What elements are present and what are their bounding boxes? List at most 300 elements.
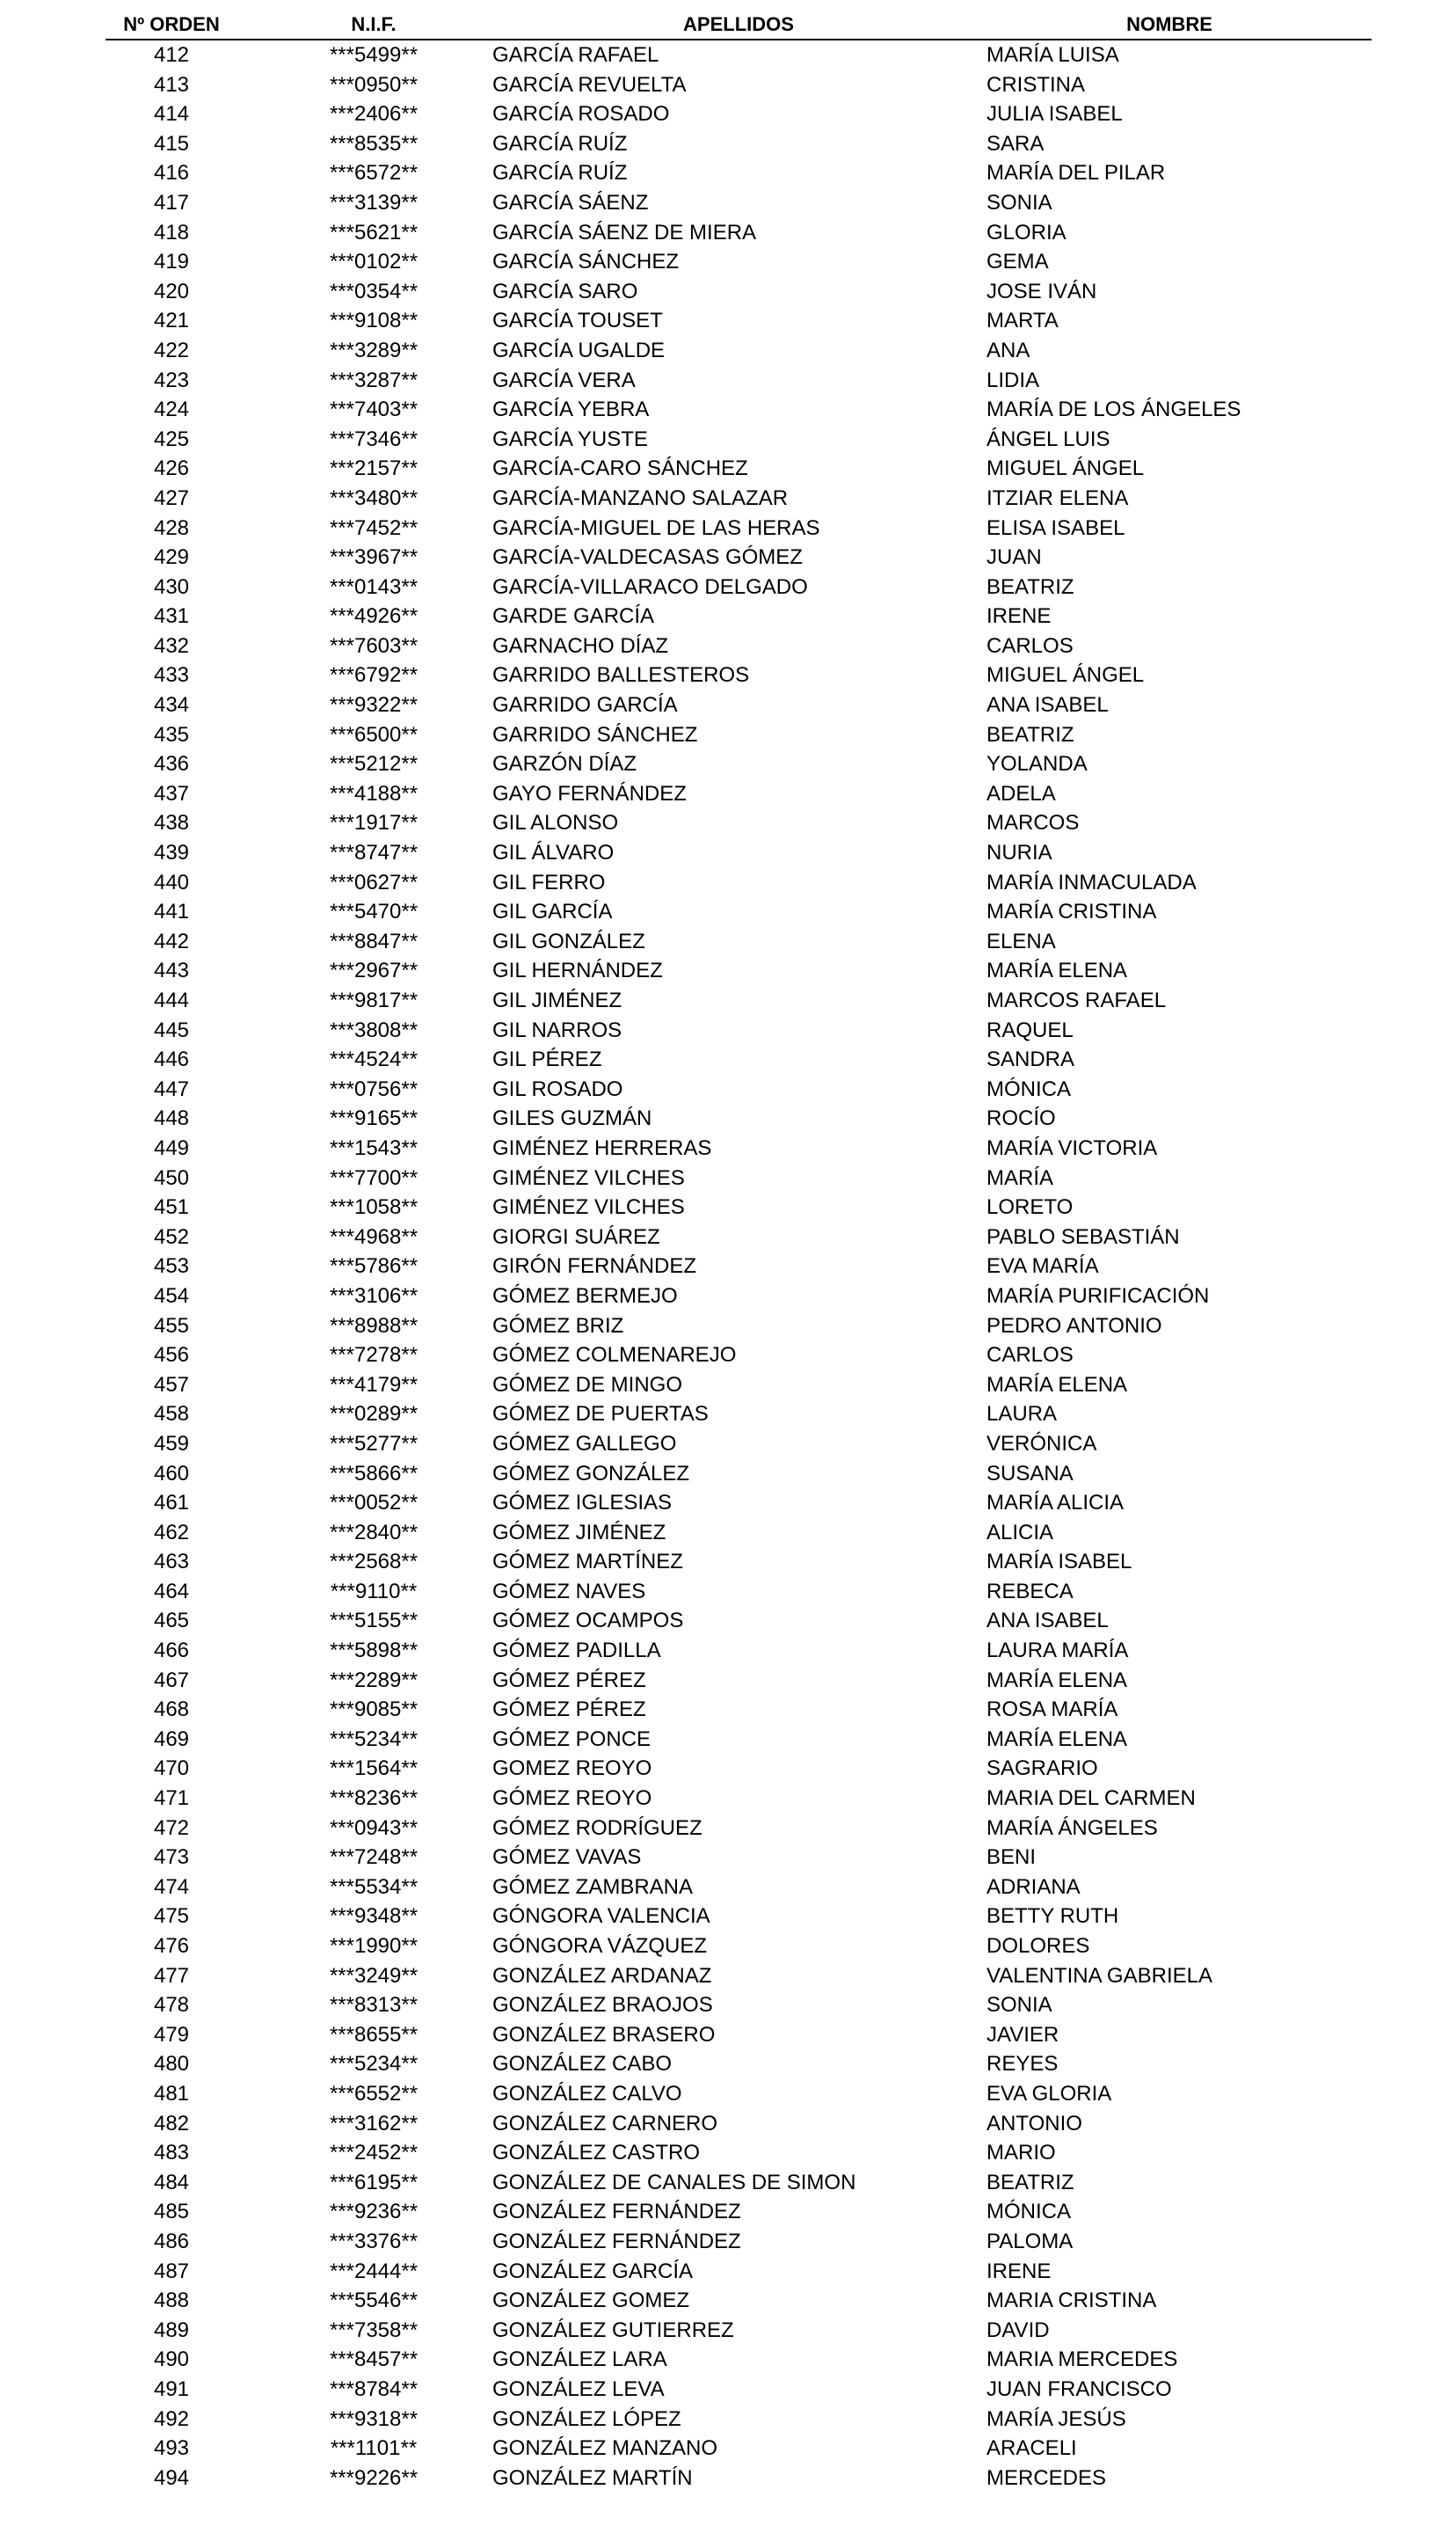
table-row [106, 2257, 1372, 2287]
row-orden: 431 [153, 604, 190, 629]
row-orden: 492 [153, 2406, 190, 2431]
table-row [106, 2405, 1372, 2435]
row-nombre: JOSE IVÁN [986, 279, 1097, 303]
row-apellidos: GARCÍA-MANZANO SALAZAR [492, 485, 789, 510]
row-apellidos: GARCÍA SARO [492, 279, 638, 303]
row-orden: 447 [153, 1077, 190, 1101]
row-apellidos: GONZÁLEZ LÓPEZ [492, 2406, 681, 2431]
row-nif: ***3480** [329, 485, 419, 510]
row-nombre: EVA MARÍA [986, 1254, 1099, 1279]
row-apellidos: GARCÍA-CARO SÁNCHEZ [492, 456, 748, 481]
row-nif: ***9085** [329, 1697, 419, 1722]
row-nif: ***9322** [329, 693, 419, 718]
row-nif: ***5786** [329, 1254, 419, 1279]
row-apellidos: GIL ALONSO [492, 811, 619, 836]
row-apellidos: GÓMEZ BRIZ [492, 1313, 624, 1338]
row-nombre: GEMA [986, 250, 1049, 274]
table-row [106, 1636, 1372, 1666]
row-apellidos: GONZÁLEZ FERNÁNDEZ [492, 2200, 741, 2224]
row-apellidos: GIL FERRO [492, 870, 606, 894]
row-nif: ***3808** [329, 1018, 419, 1042]
row-orden: 424 [153, 398, 190, 422]
row-nombre: MARCOS RAFAEL [986, 989, 1167, 1012]
row-nombre: MIGUEL ÁNGEL [986, 663, 1145, 688]
row-orden: 415 [153, 131, 190, 156]
table-row [106, 336, 1372, 366]
row-nif: ***8784** [329, 2376, 419, 2401]
row-orden: 428 [153, 515, 190, 540]
row-apellidos: GÓMEZ MARTÍNEZ [492, 1550, 683, 1574]
row-nif: ***0943** [329, 1815, 419, 1840]
table-row [106, 808, 1372, 838]
table-row [106, 70, 1372, 100]
table-row [106, 2345, 1372, 2375]
table-row [106, 2286, 1372, 2316]
row-orden: 425 [153, 427, 190, 451]
row-nombre: SAGRARIO [986, 1756, 1098, 1781]
row-nif: ***5234** [329, 1727, 419, 1751]
table-row [106, 986, 1372, 1016]
row-apellidos: GÓMEZ BERMEJO [492, 1283, 678, 1308]
table-row [106, 2434, 1372, 2464]
row-apellidos: GARCÍA RAFAEL [492, 43, 659, 67]
row-orden: 460 [153, 1461, 190, 1486]
row-apellidos: GÓMEZ GONZÁLEZ [492, 1461, 690, 1486]
row-apellidos: GONZÁLEZ DE CANALES DE SIMON [492, 2170, 856, 2194]
row-nombre: SONIA [986, 190, 1052, 215]
row-orden: 463 [153, 1550, 190, 1574]
table-row [106, 1459, 1372, 1489]
table-row [106, 2049, 1372, 2079]
row-nombre: MARÍA ISABEL [986, 1550, 1132, 1574]
row-nombre: MARÍA DEL PILAR [986, 161, 1166, 186]
table-row [106, 1961, 1372, 1991]
row-orden: 452 [153, 1224, 190, 1249]
row-apellidos: GARCÍA UGALDE [492, 338, 666, 362]
row-orden: 421 [153, 309, 190, 333]
row-apellidos: GIORGI SUÁREZ [492, 1224, 660, 1249]
row-apellidos: GÓMEZ DE MINGO [492, 1372, 682, 1397]
row-apellidos: GIL GARCÍA [492, 900, 613, 924]
row-apellidos: GIL HERNÁNDEZ [492, 959, 663, 983]
table-row [106, 2109, 1372, 2139]
row-apellidos: GARCÍA-MIGUEL DE LAS HERAS [492, 515, 820, 540]
row-apellidos: GONZÁLEZ GUTIERREZ [492, 2318, 734, 2342]
row-orden: 473 [153, 1845, 190, 1870]
row-orden: 430 [153, 574, 190, 599]
row-orden: 466 [153, 1639, 190, 1663]
table-row [106, 1252, 1372, 1281]
row-apellidos: GARZÓN DÍAZ [492, 752, 637, 777]
row-nif: ***1543** [329, 1135, 419, 1160]
row-nif: ***2289** [329, 1668, 419, 1692]
row-orden: 468 [153, 1697, 190, 1722]
row-nif: ***8313** [329, 1993, 419, 2018]
table-row [106, 2316, 1372, 2346]
row-orden: 412 [153, 43, 190, 67]
row-nif: ***0102** [329, 250, 419, 274]
row-nif: ***3289** [329, 338, 419, 362]
table-row [106, 1873, 1372, 1902]
row-nombre: PABLO SEBASTIÁN [986, 1224, 1180, 1249]
row-orden: 446 [153, 1048, 190, 1072]
row-nif: ***3376** [329, 2229, 419, 2253]
table-row [106, 1814, 1372, 1843]
row-apellidos: GARCÍA YUSTE [492, 427, 648, 451]
row-nombre: CARLOS [986, 633, 1074, 658]
row-nombre: DOLORES [986, 1934, 1090, 1958]
row-apellidos: GIMÉNEZ HERRERAS [492, 1135, 712, 1160]
row-apellidos: GIL GONZÁLEZ [492, 929, 645, 953]
row-nombre: ELENA [986, 929, 1056, 953]
row-nombre: VALENTINA GABRIELA [986, 1963, 1212, 1988]
row-nombre: ANA ISABEL [986, 1609, 1109, 1633]
row-nombre: ALICIA [986, 1520, 1054, 1544]
table-row [106, 129, 1372, 159]
row-nombre: MARÍA JESÚS [986, 2406, 1126, 2431]
row-apellidos: GARRIDO SÁNCHEZ [492, 722, 698, 747]
row-nombre: JULIA ISABEL [986, 102, 1123, 127]
table-row [106, 40, 1372, 70]
row-nif: ***3139** [329, 190, 419, 215]
row-orden: 488 [153, 2289, 190, 2313]
row-nombre: MARÍA ELENA [986, 1372, 1128, 1397]
row-orden: 459 [153, 1431, 190, 1456]
row-apellidos: GÓNGORA VÁZQUEZ [492, 1934, 708, 1958]
row-apellidos: GÓMEZ PADILLA [492, 1639, 661, 1663]
row-apellidos: GARCÍA SÁENZ [492, 190, 649, 215]
row-apellidos: GARCÍA TOUSET [492, 309, 663, 333]
row-nombre: REBECA [986, 1579, 1074, 1603]
row-apellidos: GONZÁLEZ GARCÍA [492, 2259, 694, 2283]
row-orden: 439 [153, 841, 190, 865]
row-orden: 417 [153, 190, 190, 215]
row-orden: 469 [153, 1727, 190, 1751]
row-nombre: ITZIAR ELENA [986, 485, 1129, 510]
row-apellidos: GARCÍA SÁNCHEZ [492, 250, 680, 274]
table-row [106, 1902, 1372, 1931]
table-row [106, 2168, 1372, 2198]
table-row [106, 2464, 1372, 2493]
row-orden: 472 [153, 1815, 190, 1840]
row-nombre: ARACELI [986, 2436, 1077, 2461]
row-orden: 413 [153, 72, 190, 97]
header-apellidos: APELLIDOS [683, 13, 794, 35]
row-nombre: ELISA ISABEL [986, 515, 1125, 540]
row-orden: 470 [153, 1756, 190, 1781]
row-nombre: LORETO [986, 1195, 1074, 1220]
row-nombre: ADELA [986, 781, 1056, 806]
row-apellidos: GIL ROSADO [492, 1077, 623, 1101]
row-orden: 493 [153, 2436, 190, 2461]
row-nombre: VERÓNICA [986, 1431, 1097, 1456]
row-nombre: DAVID [986, 2318, 1050, 2342]
row-orden: 443 [153, 959, 190, 983]
row-orden: 461 [153, 1491, 190, 1515]
row-orden: 489 [153, 2318, 190, 2342]
row-orden: 485 [153, 2200, 190, 2224]
row-nombre: SONIA [986, 1993, 1052, 2018]
row-nif: ***7248** [329, 1845, 419, 1870]
row-nif: ***0289** [329, 1402, 419, 1427]
row-nombre: CARLOS [986, 1343, 1074, 1368]
table-row [106, 1784, 1372, 1814]
row-nif: ***0354** [329, 279, 419, 303]
row-nombre: MARÍA LUISA [986, 43, 1119, 67]
row-nombre: MARÍA PURIFICACIÓN [986, 1283, 1210, 1308]
table-row [106, 661, 1372, 690]
row-orden: 442 [153, 929, 190, 953]
row-orden: 477 [153, 1963, 190, 1988]
row-orden: 433 [153, 663, 190, 688]
table-row [106, 188, 1372, 218]
table-row [106, 1577, 1372, 1607]
table-row [106, 247, 1372, 277]
row-nombre: CRISTINA [986, 72, 1086, 97]
row-apellidos: GARNACHO DÍAZ [492, 633, 669, 658]
row-nif: ***6195** [329, 2170, 419, 2194]
row-nif: ***2406** [329, 102, 419, 127]
row-orden: 441 [153, 900, 190, 924]
row-apellidos: GARRIDO BALLESTEROS [492, 663, 750, 688]
row-orden: 420 [153, 279, 190, 303]
table-row [106, 99, 1372, 129]
row-orden: 484 [153, 2170, 190, 2194]
table-row [106, 158, 1372, 188]
row-apellidos: GÓMEZ DE PUERTAS [492, 1402, 709, 1427]
row-nif: ***5898** [329, 1639, 419, 1663]
row-nombre: BEATRIZ [986, 2170, 1074, 2194]
row-nombre: ANA [986, 338, 1030, 362]
row-nif: ***9817** [329, 989, 419, 1012]
row-orden: 422 [153, 338, 190, 362]
row-nif: ***3287** [329, 368, 419, 392]
row-nif: ***6792** [329, 663, 419, 688]
row-orden: 436 [153, 752, 190, 777]
row-orden: 451 [153, 1195, 190, 1220]
row-apellidos: GIL JIMÉNEZ [492, 989, 622, 1012]
row-nombre: MARÍA CRISTINA [986, 900, 1157, 924]
row-orden: 471 [153, 1786, 190, 1811]
row-nif: ***0627** [329, 870, 419, 894]
row-apellidos: GÓMEZ PÉREZ [492, 1668, 646, 1692]
row-nombre: MERCEDES [986, 2465, 1107, 2490]
table-row [106, 277, 1372, 307]
row-orden: 481 [153, 2081, 190, 2106]
table-row [106, 1754, 1372, 1784]
table-row [106, 395, 1372, 425]
row-apellidos: GÓMEZ ZAMBRANA [492, 1874, 694, 1899]
row-apellidos: GONZÁLEZ MARTÍN [492, 2465, 693, 2490]
row-orden: 414 [153, 102, 190, 127]
row-orden: 487 [153, 2259, 190, 2283]
row-nif: ***5866** [329, 1461, 419, 1486]
row-nif: ***9318** [329, 2406, 419, 2431]
row-nombre: ÁNGEL LUIS [986, 427, 1110, 451]
row-nif: ***7700** [329, 1165, 419, 1190]
table-row [106, 1990, 1372, 2020]
row-nombre: MIGUEL ÁNGEL [986, 456, 1145, 481]
row-apellidos: GONZÁLEZ ARDANAZ [492, 1963, 712, 1988]
row-nombre: ANTONIO [986, 2111, 1082, 2135]
row-nombre: BETTY RUTH [986, 1904, 1119, 1929]
row-apellidos: GIL NARROS [492, 1018, 622, 1042]
row-nombre: GLORIA [986, 220, 1067, 245]
table-row [106, 1164, 1372, 1194]
row-nombre: LIDIA [986, 368, 1040, 392]
row-orden: 445 [153, 1018, 190, 1042]
row-nif: ***9108** [329, 309, 419, 333]
row-nif: ***7603** [329, 633, 419, 658]
table-row [106, 573, 1372, 602]
header-orden: Nº ORDEN [123, 13, 220, 35]
row-nombre: YOLANDA [986, 752, 1088, 777]
row-nif: ***9236** [329, 2200, 419, 2224]
row-nombre: JAVIER [986, 2022, 1059, 2047]
row-orden: 440 [153, 870, 190, 894]
row-apellidos: GARCÍA RUÍZ [492, 131, 628, 156]
row-nombre: BENI [986, 1845, 1037, 1870]
row-nif: ***2568** [329, 1550, 419, 1574]
row-apellidos: GÓMEZ IGLESIAS [492, 1491, 673, 1515]
row-nombre: ADRIANA [986, 1874, 1081, 1899]
row-orden: 465 [153, 1609, 190, 1633]
row-nif: ***9165** [329, 1106, 419, 1131]
row-nif: ***5499** [329, 43, 419, 67]
row-nif: ***7346** [329, 427, 419, 451]
row-nombre: EVA GLORIA [986, 2081, 1112, 2106]
row-nif: ***8988** [329, 1313, 419, 1338]
table-row [106, 2079, 1372, 2109]
row-nombre: SANDRA [986, 1048, 1075, 1072]
row-nif: ***6572** [329, 161, 419, 186]
table-row [106, 720, 1372, 750]
table-body [106, 40, 1372, 2493]
row-orden: 476 [153, 1934, 190, 1958]
row-nombre: ANA ISABEL [986, 693, 1109, 718]
row-nombre: MARCOS [986, 811, 1080, 836]
row-nombre: REYES [986, 2052, 1059, 2077]
row-nif: ***0756** [329, 1077, 419, 1101]
row-apellidos: GOMEZ REOYO [492, 1756, 652, 1781]
row-nif: ***3162** [329, 2111, 419, 2135]
row-nif: ***9226** [329, 2465, 419, 2490]
table-row [106, 1016, 1372, 1046]
row-apellidos: GÓMEZ COLMENAREJO [492, 1343, 737, 1368]
row-orden: 478 [153, 1993, 190, 2018]
table-row [106, 454, 1372, 484]
row-apellidos: GONZÁLEZ CASTRO [492, 2141, 701, 2165]
row-nombre: MARIO [986, 2141, 1056, 2165]
table-row [106, 1931, 1372, 1961]
row-nombre: LAURA MARÍA [986, 1639, 1129, 1663]
row-nif: ***3249** [329, 1963, 419, 1988]
table-row [106, 838, 1372, 868]
row-orden: 455 [153, 1313, 190, 1338]
row-apellidos: GÓMEZ RODRÍGUEZ [492, 1815, 703, 1840]
row-nombre: MARÍA [986, 1165, 1054, 1190]
row-apellidos: GÓMEZ GALLEGO [492, 1431, 677, 1456]
row-apellidos: GIRÓN FERNÁNDEZ [492, 1254, 697, 1279]
row-apellidos: GARDE GARCÍA [492, 604, 655, 629]
table-row [106, 602, 1372, 632]
row-apellidos: GÓMEZ VAVAS [492, 1845, 642, 1870]
row-nombre: MARÍA INMACULADA [986, 870, 1197, 894]
table-row [106, 1399, 1372, 1429]
row-apellidos: GARCÍA ROSADO [492, 102, 670, 127]
row-apellidos: GÓMEZ REOYO [492, 1786, 652, 1811]
row-nombre: MARIA MERCEDES [986, 2347, 1178, 2372]
table-row [106, 484, 1372, 514]
row-orden: 464 [153, 1579, 190, 1603]
table-row [106, 1340, 1372, 1370]
table-row [106, 2138, 1372, 2168]
row-apellidos: GARCÍA SÁENZ DE MIERA [492, 220, 757, 245]
row-nif: ***8457** [329, 2347, 419, 2372]
row-orden: 453 [153, 1254, 190, 1279]
row-nombre: MARÍA DE LOS ÁNGELES [986, 398, 1241, 422]
row-orden: 419 [153, 250, 190, 274]
row-orden: 429 [153, 545, 190, 570]
table-row [106, 2375, 1372, 2405]
row-orden: 444 [153, 989, 190, 1012]
row-apellidos: GONZÁLEZ CABO [492, 2052, 673, 2077]
row-nif: ***8747** [329, 841, 419, 865]
row-nif: ***1058** [329, 1195, 419, 1220]
row-nif: ***4968** [329, 1224, 419, 1249]
table-row [106, 1104, 1372, 1134]
row-nif: ***5277** [329, 1431, 419, 1456]
row-nombre: LAURA [986, 1402, 1058, 1427]
row-nif: ***7358** [329, 2318, 419, 2342]
row-nif: ***2452** [329, 2141, 419, 2165]
table-row [106, 897, 1372, 927]
row-nombre: JUAN [986, 545, 1042, 570]
row-nombre: PEDRO ANTONIO [986, 1313, 1162, 1338]
row-orden: 435 [153, 722, 190, 747]
row-nombre: IRENE [986, 2259, 1052, 2283]
row-nombre: MARÍA VICTORIA [986, 1135, 1158, 1160]
row-apellidos: GONZÁLEZ FERNÁNDEZ [492, 2229, 741, 2253]
table-row [106, 1134, 1372, 1164]
row-nif: ***5234** [329, 2052, 419, 2077]
row-orden: 449 [153, 1135, 190, 1160]
row-orden: 426 [153, 456, 190, 481]
row-nif: ***2840** [329, 1520, 419, 1544]
row-orden: 456 [153, 1343, 190, 1368]
row-apellidos: GARCÍA VERA [492, 368, 636, 392]
row-orden: 427 [153, 485, 190, 510]
table-row [106, 1547, 1372, 1577]
table-row [106, 543, 1372, 573]
candidates-table [106, 11, 1372, 2493]
row-orden: 437 [153, 781, 190, 806]
table-row [106, 1311, 1372, 1341]
row-nif: ***3106** [329, 1283, 419, 1308]
row-nif: ***8847** [329, 929, 419, 953]
row-orden: 490 [153, 2347, 190, 2372]
row-apellidos: GÓNGORA VALENCIA [492, 1904, 710, 1929]
table-row [106, 1429, 1372, 1459]
table-row [106, 632, 1372, 661]
row-nombre: PALOMA [986, 2229, 1074, 2253]
row-orden: 450 [153, 1165, 190, 1190]
row-orden: 467 [153, 1668, 190, 1692]
table-row [106, 1843, 1372, 1873]
row-orden: 482 [153, 2111, 190, 2135]
row-nif: ***8535** [329, 131, 419, 156]
row-nombre: SUSANA [986, 1461, 1074, 1486]
